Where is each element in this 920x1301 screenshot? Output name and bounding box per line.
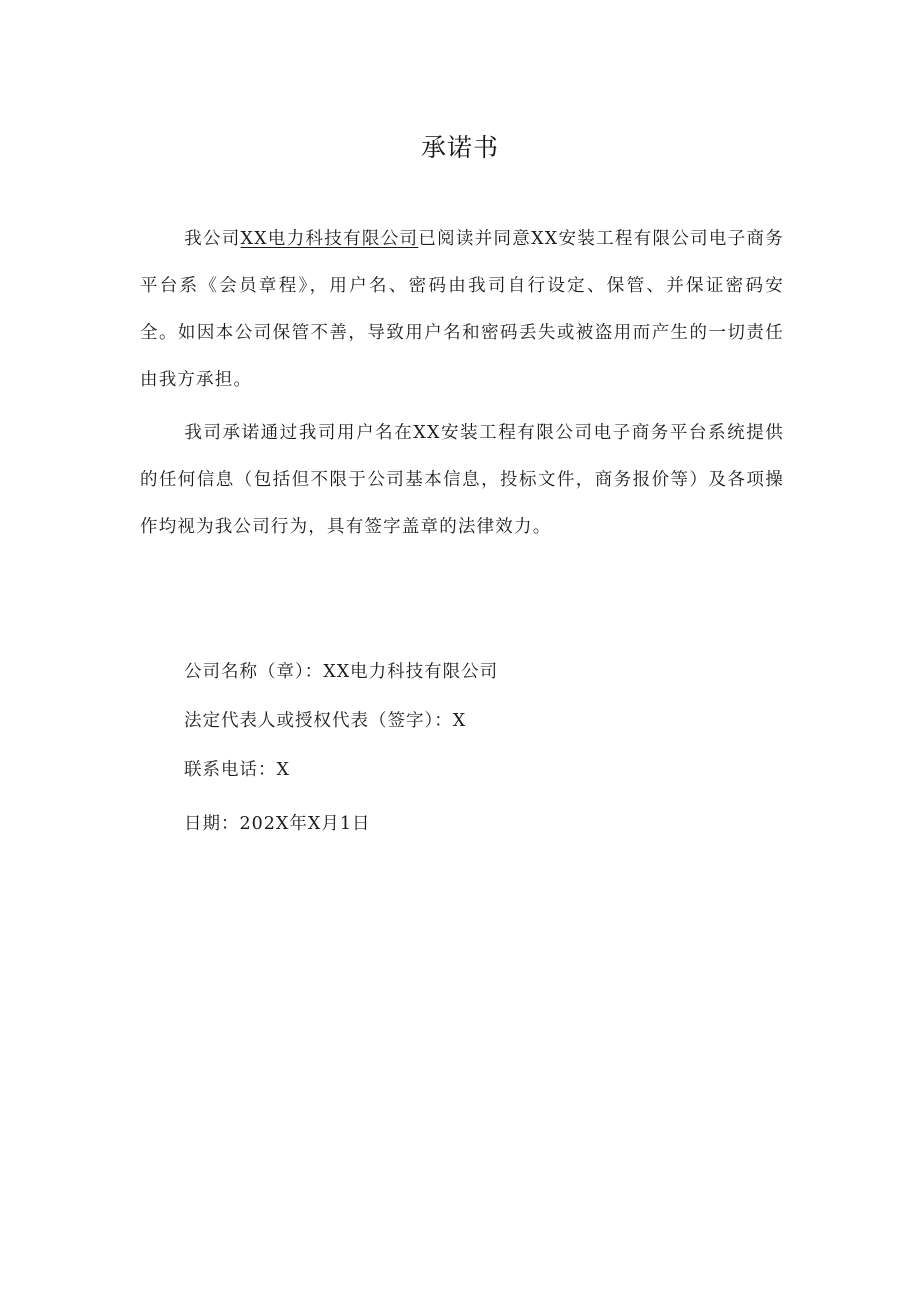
signature-company-name: 公司名称（章）：XX电力科技有限公司 — [184, 662, 499, 682]
paragraph-commitment — [140, 410, 784, 551]
document-title: 承诺书 — [420, 133, 499, 162]
paragraph-consent — [140, 216, 784, 404]
signature-representative: 法定代表人或授权代表（签字）：X — [184, 711, 467, 731]
paragraph-consent-rest: 已阅读并同意XX安装工程有限公司电子商务平台系《会员章程》，用户名、密码由我司自行设定、保管、并保证密码安全。如因本公司保管不善，导致用户名和密码丢失或被盗用而产生的一切责任由我方承担。 — [140, 229, 784, 390]
signature-date: 日期：202X年X月1日 — [184, 814, 371, 834]
signature-phone: 联系电话：X — [184, 760, 290, 780]
paragraph-prefix: 我公司 — [184, 229, 241, 249]
company-name-underlined: XX电力科技有限公司 — [240, 229, 419, 249]
paragraph-commitment-text: 我司承诺通过我司用户名在XX安装工程有限公司电子商务平台系统提供的任何信息（包括但不限于公司基本信息，投标文件，商务报价等）及各项操作均视为我公司行为，具有签字盖章的法律效力。 — [140, 423, 784, 537]
